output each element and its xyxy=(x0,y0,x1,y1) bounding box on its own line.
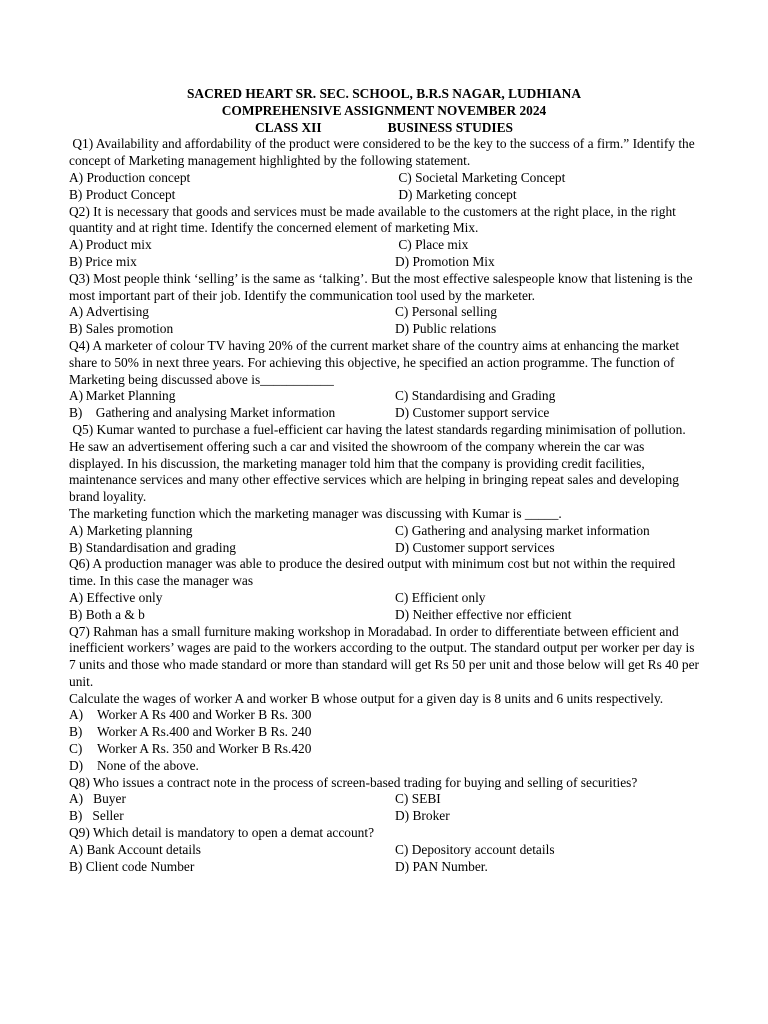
option-c: C) SEBI xyxy=(395,791,441,807)
option-d: D) Customer support service xyxy=(395,405,550,421)
question-1 xyxy=(69,136,699,203)
option-label: A) xyxy=(69,707,84,723)
option-c: C) Societal Marketing Concept xyxy=(395,169,566,185)
option-a: A) Advertising xyxy=(69,304,149,320)
option-d: D) Public relations xyxy=(395,321,497,337)
option-label: B) xyxy=(69,724,83,740)
question-5 xyxy=(69,422,699,556)
option-d xyxy=(69,758,699,775)
question-2 xyxy=(69,204,699,271)
option-c: C) Standardising and Grading xyxy=(395,388,556,404)
question-6 xyxy=(69,556,699,623)
question-stem: Q2) It is necessary that goods and services must be made available to the customers at the right place, in the right quantity and at right time. Identify the concerned element of marketing Mix. xyxy=(69,203,676,236)
option-d: D) Promotion Mix xyxy=(395,253,495,269)
question-7 xyxy=(69,624,699,775)
option-c: C) Place mix xyxy=(395,237,469,253)
option-a: A) Marketing planning xyxy=(69,522,193,538)
option-b: B) Price mix xyxy=(69,253,137,269)
option-b: B) Both a & b xyxy=(69,606,145,622)
question-9 xyxy=(69,825,699,875)
question-4 xyxy=(69,338,699,422)
option-d: D) PAN Number. xyxy=(395,858,488,874)
question-stem: Q5) Kumar wanted to purchase a fuel-efficient car having the latest standards regarding minimisation of pollution. He saw an advertisement offering such a car and visited the showroom of the company wherein the car was displayed. In his discussion, the marketing manager told him that the company is providing credit facilities, maintenance services and many other effective services which are helping in bringing repeat sales and developing brand loyality. xyxy=(69,421,690,505)
option-a: A) Production concept xyxy=(69,169,191,185)
option-c xyxy=(69,741,699,758)
question-stem-continued: Calculate the wages of worker A and worker B whose output for a given day is 8 units and 6 units respectively. xyxy=(69,690,664,706)
class-label: CLASS XII xyxy=(254,119,322,135)
question-stem: Q1) Availability and affordability of the product were considered to be the key to the success of a firm.” Identify the concept of Marketing management highlighted by the following statement. xyxy=(69,136,699,169)
question-8 xyxy=(69,775,699,825)
question-stem-continued: The marketing function which the marketing manager was discussing with Kumar is _____. xyxy=(69,505,562,521)
option-a: A) Buyer xyxy=(69,791,126,807)
document-page xyxy=(69,86,699,875)
option-label: C) xyxy=(69,741,83,757)
school-name: SACRED HEART SR. SEC. SCHOOL, B.R.S NAGAR, LUDHIANA xyxy=(186,86,581,101)
subject-label: BUSINESS STUDIES xyxy=(387,119,514,135)
option-a xyxy=(69,707,699,724)
option-d: D) Customer support services xyxy=(395,539,555,555)
option-b: B) Gathering and analysing Market information xyxy=(69,405,336,421)
assignment-title: COMPREHENSIVE ASSIGNMENT NOVEMBER 2024 xyxy=(221,102,547,118)
document-header xyxy=(69,86,699,136)
option-b: B) Standardisation and grading xyxy=(69,539,236,555)
question-3 xyxy=(69,271,699,338)
option-a: A) Product mix xyxy=(69,237,152,253)
question-stem: Q7) Rahman has a small furniture making workshop in Moradabad. In order to differentiate between efficient and inefficient workers’ wages are paid to the workers according to the output. The standard output per worker per day is 7 units and those who made standard or more than standard will get Rs 50 per unit and those below will get Rs 40 per unit. xyxy=(69,623,699,689)
question-stem: Q8) Who issues a contract note in the process of screen-based trading for buying and selling of securities? xyxy=(69,774,638,790)
option-c: C) Efficient only xyxy=(395,589,486,605)
option-label: D) xyxy=(69,757,84,773)
option-text: Worker A Rs.400 and Worker B Rs. 240 xyxy=(97,724,312,740)
option-a: A) Bank Account details xyxy=(69,841,202,857)
option-d: D) Broker xyxy=(395,808,450,824)
question-stem: Q9) Which detail is mandatory to open a demat account? xyxy=(69,825,375,841)
question-stem: Q4) A marketer of colour TV having 20% of the current market share of the country aims at enhancing the market share to 50% in next three years. For achieving this objective, he specified an action programme. The function of Marketing being discussed above is___________ xyxy=(69,337,680,387)
option-text: None of the above. xyxy=(97,757,199,773)
option-d: D) Marketing concept xyxy=(395,186,517,202)
option-c: C) Personal selling xyxy=(395,304,497,320)
option-text: Worker A Rs 400 and Worker B Rs. 300 xyxy=(97,707,312,723)
option-b: B) Seller xyxy=(69,808,124,824)
option-b: B) Sales promotion xyxy=(69,321,174,337)
question-stem: Q6) A production manager was able to produce the desired output with minimum cost but not within the required time. In this case the manager was xyxy=(69,556,676,589)
option-text: Worker A Rs. 350 and Worker B Rs.420 xyxy=(97,741,312,757)
option-b: B) Product Concept xyxy=(69,186,176,202)
question-stem: Q3) Most people think ‘selling’ is the same as ‘talking’. But the most effective salespeople know that listening is the most important part of their job. Identify the communication tool used by the marketer. xyxy=(69,270,693,303)
option-b: B) Client code Number xyxy=(69,858,195,874)
option-a: A) Effective only xyxy=(69,589,163,605)
option-c: C) Depository account details xyxy=(395,841,555,857)
option-d: D) Neither effective nor efficient xyxy=(395,606,572,622)
option-c: C) Gathering and analysing market information xyxy=(395,522,650,538)
option-b xyxy=(69,724,699,741)
option-a: A) Market Planning xyxy=(69,388,176,404)
